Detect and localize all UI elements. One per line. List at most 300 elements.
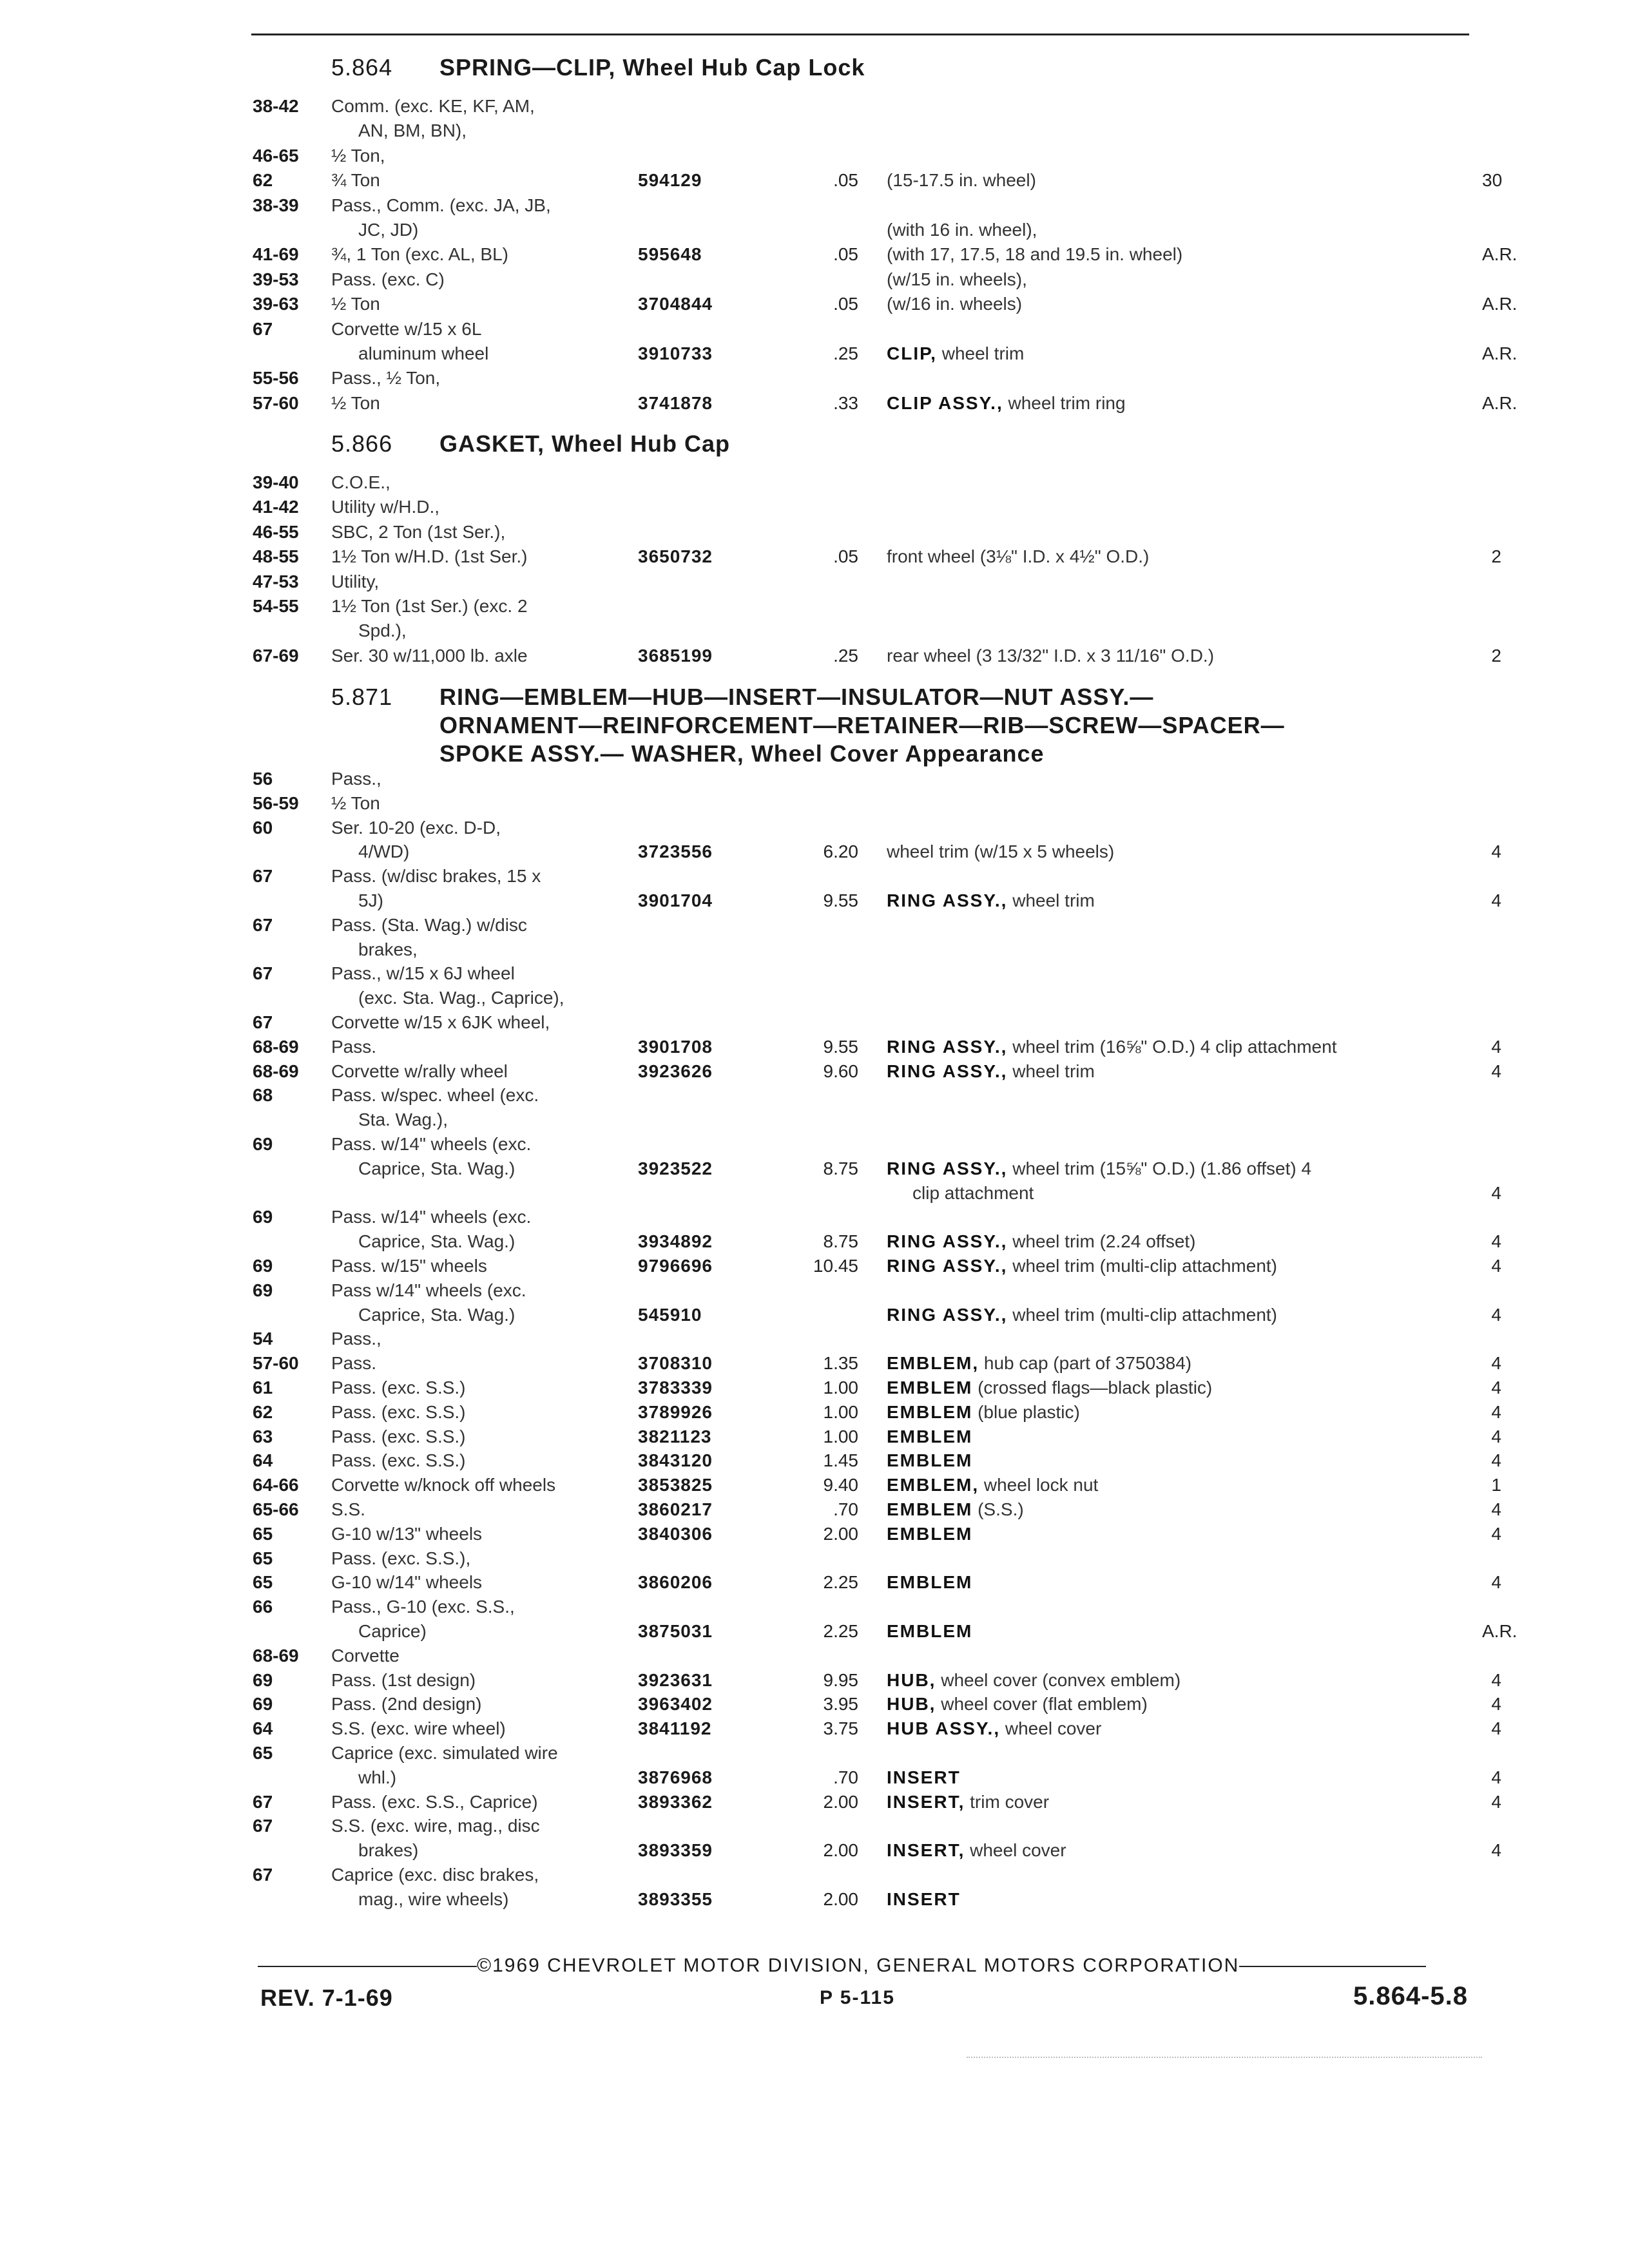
parts-row (0, 1790, 1629, 1814)
part-name (887, 1668, 1480, 1693)
application-desc: Pass w/14" wheels (exc. (331, 1280, 526, 1300)
application-desc: Pass. (exc. S.S.), (331, 1548, 471, 1568)
model-years: 38-42 (253, 96, 299, 116)
list-price: .05 (833, 170, 858, 191)
model-years: 69 (253, 1694, 273, 1715)
part-number: 3901708 (638, 1036, 713, 1057)
model-years: 54 (253, 1329, 273, 1349)
quantity: 4 (1491, 1304, 1501, 1325)
part-name-keyword: EMBLEM, (887, 1353, 979, 1374)
part-name (887, 1619, 1480, 1644)
part-name-keyword: EMBLEM (887, 1572, 973, 1593)
quantity: 4 (1491, 1523, 1501, 1544)
application-desc: Pass., G-10 (exc. S.S., (331, 1597, 515, 1617)
part-number: 3841192 (638, 1718, 712, 1739)
part-name-detail: rear wheel (3 13/32" I.D. x 3 11/16" O.D.) (887, 645, 1215, 666)
parts-row (0, 94, 1629, 119)
quantity: 4 (1491, 1450, 1501, 1471)
part-name-detail: wheel trim (16⅝" O.D.) 4 clip attachment (1012, 1036, 1337, 1057)
quantity: 4 (1491, 841, 1501, 862)
list-price: 3.75 (823, 1718, 858, 1739)
application-desc: Pass., ½ Ton, (331, 368, 441, 389)
application-desc: Pass. w/15" wheels (331, 1256, 487, 1276)
model-years: 69 (253, 1207, 273, 1227)
quantity: A.R. (1482, 244, 1518, 265)
copyright-text: ©1969 CHEVROLET MOTOR DIVISION, GENERAL MOTORS CORPORATION (477, 1955, 1240, 1976)
parts-row (0, 1108, 1629, 1132)
application-desc: Corvette w/rally wheel (331, 1061, 508, 1081)
model-years: 67 (253, 914, 273, 935)
parts-row (0, 619, 1629, 643)
application-desc: C.O.E., (331, 472, 390, 492)
part-name-keyword: INSERT, (887, 1791, 965, 1812)
model-years: 65 (253, 1743, 273, 1763)
quantity: 2 (1491, 645, 1501, 666)
part-name-detail: (w/15 in. wheels), (887, 269, 1027, 289)
part-name-detail: wheel cover (1005, 1718, 1102, 1739)
quantity: 4 (1491, 1353, 1501, 1374)
part-name-detail: wheel cover (970, 1840, 1066, 1861)
part-name (887, 1765, 1480, 1790)
part-name-keyword: RING ASSY., (887, 1158, 1008, 1178)
part-number: 3875031 (638, 1621, 713, 1641)
application-desc: Pass. (331, 1036, 377, 1057)
part-name-detail: hub cap (part of 3750384) (983, 1353, 1192, 1374)
parts-row (0, 544, 1629, 569)
model-years: 68-69 (253, 1061, 299, 1081)
part-number: 3650732 (638, 546, 713, 567)
part-number: 3876968 (638, 1767, 713, 1787)
list-price: 9.40 (823, 1475, 858, 1495)
parts-row (0, 341, 1629, 366)
application-desc: mag., wire wheels) (358, 1888, 509, 1909)
section-heading-line: SPOKE ASSY.— WASHER, Wheel Cover Appearance (439, 740, 1045, 767)
application-desc: JC, JD) (358, 220, 419, 240)
part-name (887, 341, 1480, 366)
part-name-detail: wheel trim (1012, 1061, 1095, 1081)
parts-row (0, 1254, 1629, 1278)
quantity: A.R. (1482, 294, 1518, 314)
part-name-keyword: RING ASSY., (887, 1036, 1008, 1057)
part-name-detail: front wheel (3⅛" I.D. x 4½" O.D.) (887, 546, 1150, 567)
model-years: 67 (253, 1865, 273, 1885)
parts-row (0, 937, 1629, 962)
quantity: 4 (1491, 890, 1501, 910)
part-name-keyword: CLIP ASSY., (887, 392, 1003, 413)
footer-rule-left (258, 1966, 477, 1967)
list-price: 1.00 (823, 1378, 858, 1398)
model-years: 64-66 (253, 1475, 299, 1495)
part-name-detail: (crossed flags—black plastic) (978, 1378, 1213, 1398)
application-desc: Pass. (2nd design) (331, 1694, 482, 1715)
parts-row (0, 1887, 1629, 1912)
application-desc: ½ Ton, (331, 145, 385, 166)
part-number: 3893359 (638, 1840, 713, 1861)
part-name-detail: (w/16 in. wheels) (887, 294, 1023, 314)
parts-row (0, 889, 1629, 913)
part-name-keyword: INSERT (887, 1888, 961, 1909)
application-desc: Pass., w/15 x 6J wheel (331, 963, 515, 984)
part-number: 3923626 (638, 1061, 713, 1081)
application-desc: Pass. (exc. S.S., Caprice) (331, 1791, 538, 1812)
part-name-detail: (15-17.5 in. wheel) (887, 170, 1036, 191)
part-name-keyword: RING ASSY., (887, 890, 1008, 910)
list-price: .25 (833, 645, 858, 666)
model-years: 65 (253, 1523, 273, 1544)
parts-row (0, 1425, 1629, 1449)
parts-row (0, 1644, 1629, 1668)
part-name (887, 889, 1480, 913)
parts-row (0, 986, 1629, 1010)
parts-row (0, 913, 1629, 937)
quantity: 4 (1491, 1718, 1501, 1739)
part-name-detail: (with 16 in. wheel), (887, 220, 1037, 240)
parts-row (0, 366, 1629, 390)
application-desc: ½ Ton (331, 294, 380, 314)
part-name-keyword: INSERT (887, 1767, 961, 1787)
part-number: 3741878 (638, 392, 713, 413)
model-years: 46-65 (253, 145, 299, 166)
parts-row (0, 168, 1629, 193)
model-years: 68-69 (253, 1036, 299, 1057)
part-name-keyword: EMBLEM (887, 1523, 973, 1544)
application-desc: Pass., (331, 769, 381, 789)
part-number: 3704844 (638, 294, 713, 314)
part-name (887, 267, 1480, 292)
model-years: 41-69 (253, 244, 299, 265)
part-name-keyword: HUB, (887, 1694, 936, 1715)
application-desc: Spd.), (358, 620, 407, 641)
parts-row (0, 1595, 1629, 1619)
quantity: 4 (1491, 1499, 1501, 1519)
application-desc: Utility w/H.D., (331, 497, 439, 517)
list-price: 1.45 (823, 1450, 858, 1471)
part-name (887, 1157, 1480, 1181)
section-heading: GASKET, Wheel Hub Cap (439, 430, 731, 457)
application-desc: Utility, (331, 571, 380, 591)
part-name-keyword: EMBLEM (887, 1450, 973, 1471)
application-desc: ¾ Ton (331, 170, 380, 191)
part-number: 3708310 (638, 1353, 713, 1374)
part-name (887, 292, 1480, 316)
application-desc: Pass. (w/disc brakes, 15 x (331, 866, 541, 887)
parts-row (0, 1400, 1629, 1425)
part-number: 3910733 (638, 343, 713, 363)
parts-row (0, 1863, 1629, 1887)
part-name-detail: wheel trim (2.24 offset) (1012, 1231, 1196, 1252)
application-desc: ½ Ton (331, 392, 380, 413)
model-years: 68-69 (253, 1645, 299, 1666)
application-desc: Caprice, Sta. Wag.) (358, 1158, 516, 1178)
part-name (887, 242, 1480, 267)
part-number: 3893355 (638, 1888, 713, 1909)
parts-row (0, 242, 1629, 267)
model-years: 66 (253, 1597, 273, 1617)
quantity: 4 (1491, 1061, 1501, 1081)
part-name-detail: wheel trim (w/15 x 5 wheels) (887, 841, 1115, 862)
parts-row (0, 1278, 1629, 1303)
model-years: 69 (253, 1134, 273, 1154)
part-number: 3923631 (638, 1669, 713, 1690)
parts-row (0, 1448, 1629, 1473)
part-name-keyword: EMBLEM (887, 1378, 973, 1398)
part-name-detail: wheel trim (multi-clip attachment) (1012, 1304, 1278, 1325)
parts-row (0, 1157, 1629, 1181)
list-price: 6.20 (823, 841, 858, 862)
parts-row (0, 1351, 1629, 1376)
part-name (887, 544, 1480, 569)
part-name-detail: (with 17, 17.5, 18 and 19.5 in. wheel) (887, 244, 1183, 265)
part-name (887, 1887, 1480, 1912)
section-heading-line: ORNAMENT—REINFORCEMENT—RETAINER—RIB—SCREW—SPACER— (439, 712, 1285, 738)
list-price: .05 (833, 294, 858, 314)
list-price: 2.00 (823, 1791, 858, 1812)
part-name-keyword: RING ASSY., (887, 1256, 1008, 1276)
parts-row (0, 1692, 1629, 1716)
page-number: P 5-115 (820, 1987, 895, 2008)
parts-row (0, 1132, 1629, 1157)
application-desc: S.S. (exc. wire, mag., disc (331, 1816, 540, 1836)
model-years: 55-56 (253, 368, 299, 389)
list-price: .70 (833, 1499, 858, 1519)
list-price: 2.25 (823, 1621, 858, 1641)
model-years: 67 (253, 1791, 273, 1812)
parts-row (0, 1205, 1629, 1229)
part-name (887, 1692, 1480, 1716)
model-years: 64 (253, 1450, 273, 1471)
parts-row (0, 391, 1629, 416)
parts-row (0, 520, 1629, 544)
part-name-keyword: EMBLEM (887, 1401, 973, 1422)
model-years: 38-39 (253, 195, 299, 215)
application-desc: brakes, (358, 939, 418, 959)
model-years: 57-60 (253, 392, 299, 413)
application-desc: Ser. 30 w/11,000 lb. axle (331, 645, 528, 666)
quantity: 4 (1491, 1036, 1501, 1057)
model-years: 67 (253, 318, 273, 339)
parts-row (0, 495, 1629, 519)
application-desc: Pass. (exc. S.S.) (331, 1426, 466, 1446)
application-desc: Pass. (Sta. Wag.) w/disc (331, 914, 527, 935)
application-desc: Pass., (331, 1329, 381, 1349)
part-name-detail: (blue plastic) (978, 1401, 1080, 1422)
parts-row (0, 193, 1629, 218)
list-price: 9.55 (823, 890, 858, 910)
parts-row (0, 594, 1629, 619)
part-name (887, 1303, 1480, 1327)
part-name (887, 1522, 1480, 1546)
application-desc: 1½ Ton w/H.D. (1st Ser.) (331, 546, 528, 567)
application-desc: Caprice) (358, 1621, 427, 1641)
parts-row (0, 1303, 1629, 1327)
parts-row (0, 1814, 1629, 1838)
part-name (887, 1229, 1480, 1254)
model-years: 69 (253, 1256, 273, 1276)
list-price: 1.00 (823, 1401, 858, 1422)
part-name-keyword: HUB, (887, 1669, 936, 1690)
parts-row (0, 1716, 1629, 1741)
application-desc: Pass. (exc. S.S.) (331, 1378, 466, 1398)
part-number: 3923522 (638, 1158, 713, 1178)
part-name-keyword: RING ASSY., (887, 1061, 1008, 1081)
copyright-line (258, 1955, 1469, 1974)
list-price: .25 (833, 343, 858, 363)
part-name (887, 1035, 1480, 1059)
parts-row (0, 1522, 1629, 1546)
model-years: 47-53 (253, 571, 299, 591)
part-name (887, 1448, 1480, 1473)
quantity: 2 (1491, 546, 1501, 567)
parts-row (0, 961, 1629, 986)
quantity: 4 (1491, 1378, 1501, 1398)
part-name (912, 1181, 1505, 1206)
section-heading: SPRING—CLIP, Wheel Hub Cap Lock (439, 54, 865, 81)
parts-row (0, 570, 1629, 594)
model-years: 61 (253, 1378, 273, 1398)
part-number: 3963402 (638, 1694, 713, 1715)
application-desc: Pass. (exc. S.S.) (331, 1450, 466, 1471)
part-name-keyword: EMBLEM (887, 1499, 973, 1519)
quantity: 4 (1491, 1767, 1501, 1787)
model-years: 65-66 (253, 1499, 299, 1519)
quantity: 4 (1491, 1182, 1501, 1203)
application-desc: Caprice, Sta. Wag.) (358, 1231, 516, 1252)
model-years: 67 (253, 963, 273, 984)
part-number: 594129 (638, 170, 702, 191)
quantity: 4 (1491, 1572, 1501, 1593)
part-number: 545910 (638, 1304, 702, 1325)
application-desc: whl.) (358, 1767, 397, 1787)
model-years: 65 (253, 1572, 273, 1593)
part-name (887, 1400, 1480, 1425)
list-price: 1.35 (823, 1353, 858, 1374)
list-price: 2.00 (823, 1840, 858, 1861)
application-desc: Sta. Wag.), (358, 1110, 448, 1130)
part-name-detail: wheel trim (1012, 890, 1095, 910)
part-name-detail: wheel cover (convex emblem) (941, 1669, 1181, 1690)
model-years: 60 (253, 817, 273, 838)
part-name (887, 840, 1480, 864)
part-name (887, 1473, 1480, 1497)
footer-rule-right (1239, 1966, 1426, 1967)
parts-row (0, 1059, 1629, 1084)
parts-row (0, 1546, 1629, 1571)
model-years: 67 (253, 1012, 273, 1032)
list-price: 2.25 (823, 1572, 858, 1593)
parts-row (0, 791, 1629, 816)
part-name (887, 218, 1480, 242)
part-name (887, 1376, 1480, 1400)
quantity: 4 (1491, 1669, 1501, 1690)
model-years: 39-53 (253, 269, 299, 289)
parts-row (0, 864, 1629, 889)
list-price: 8.75 (823, 1158, 858, 1178)
quantity: 4 (1491, 1256, 1501, 1276)
list-price: 3.95 (823, 1694, 858, 1715)
list-price: 1.00 (823, 1426, 858, 1446)
model-years: 67 (253, 866, 273, 887)
parts-row (0, 816, 1629, 840)
parts-row (0, 1497, 1629, 1522)
model-years: 69 (253, 1280, 273, 1300)
part-number: 3901704 (638, 890, 713, 910)
parts-row (0, 1327, 1629, 1351)
parts-row (0, 1181, 1629, 1206)
parts-row (0, 644, 1629, 668)
quantity: A.R. (1482, 343, 1518, 363)
model-years: 64 (253, 1718, 273, 1739)
parts-row (0, 218, 1629, 242)
quantity: A.R. (1482, 1621, 1518, 1641)
application-desc: G-10 w/14" wheels (331, 1572, 483, 1593)
application-desc: Pass., Comm. (exc. JA, JB, (331, 195, 551, 215)
list-price: .70 (833, 1767, 858, 1787)
application-desc: Caprice (exc. disc brakes, (331, 1865, 539, 1885)
application-desc: brakes) (358, 1840, 419, 1861)
part-name-detail: wheel trim ring (1008, 392, 1126, 413)
application-desc: Ser. 10-20 (exc. D-D, (331, 817, 501, 838)
part-number: 3853825 (638, 1475, 713, 1495)
section-range: 5.864-5.8 (1353, 1982, 1469, 2010)
part-name-keyword: EMBLEM (887, 1621, 973, 1641)
parts-row (0, 1473, 1629, 1497)
parts-row (0, 317, 1629, 341)
parts-row (0, 144, 1629, 168)
application-desc: Caprice, Sta. Wag.) (358, 1304, 516, 1325)
parts-row (0, 267, 1629, 292)
model-years: 39-40 (253, 472, 299, 492)
part-name (887, 168, 1480, 193)
application-desc: aluminum wheel (358, 343, 489, 363)
part-name-detail: clip attachment (912, 1182, 1034, 1203)
application-desc: 1½ Ton (1st Ser.) (exc. 2 (331, 596, 528, 616)
model-years: 63 (253, 1426, 273, 1446)
scan-smudge (967, 2057, 1482, 2059)
application-desc: Pass. w/spec. wheel (exc. (331, 1085, 539, 1106)
top-rule (251, 34, 1469, 35)
quantity: 4 (1491, 1231, 1501, 1252)
model-years: 54-55 (253, 596, 299, 616)
application-desc: S.S. (331, 1499, 365, 1519)
part-name-detail: trim cover (970, 1791, 1050, 1812)
section-number: 5.866 (331, 430, 393, 457)
part-name-detail: (S.S.) (978, 1499, 1024, 1519)
part-name (887, 1570, 1480, 1595)
model-years: 46-55 (253, 521, 299, 542)
part-name (887, 1425, 1480, 1449)
parts-row (0, 1668, 1629, 1693)
part-number: 3685199 (638, 645, 713, 666)
application-desc: Comm. (exc. KE, KF, AM, (331, 96, 535, 116)
part-number: 3821123 (638, 1426, 712, 1446)
model-years: 62 (253, 170, 273, 191)
part-name (887, 1716, 1480, 1741)
parts-row (0, 1035, 1629, 1059)
list-price: 8.75 (823, 1231, 858, 1252)
application-desc: G-10 w/13" wheels (331, 1523, 483, 1544)
part-name-detail: wheel lock nut (983, 1475, 1099, 1495)
application-desc: Corvette (331, 1645, 400, 1666)
list-price: 10.45 (813, 1256, 858, 1276)
part-name-detail: wheel trim (941, 343, 1025, 363)
list-price: .05 (833, 546, 858, 567)
model-years: 41-42 (253, 497, 299, 517)
part-name (887, 1351, 1480, 1376)
part-number: 3843120 (638, 1450, 713, 1471)
section-title-5866 (331, 430, 730, 457)
quantity: 4 (1491, 1401, 1501, 1422)
model-years: 67-69 (253, 645, 299, 666)
